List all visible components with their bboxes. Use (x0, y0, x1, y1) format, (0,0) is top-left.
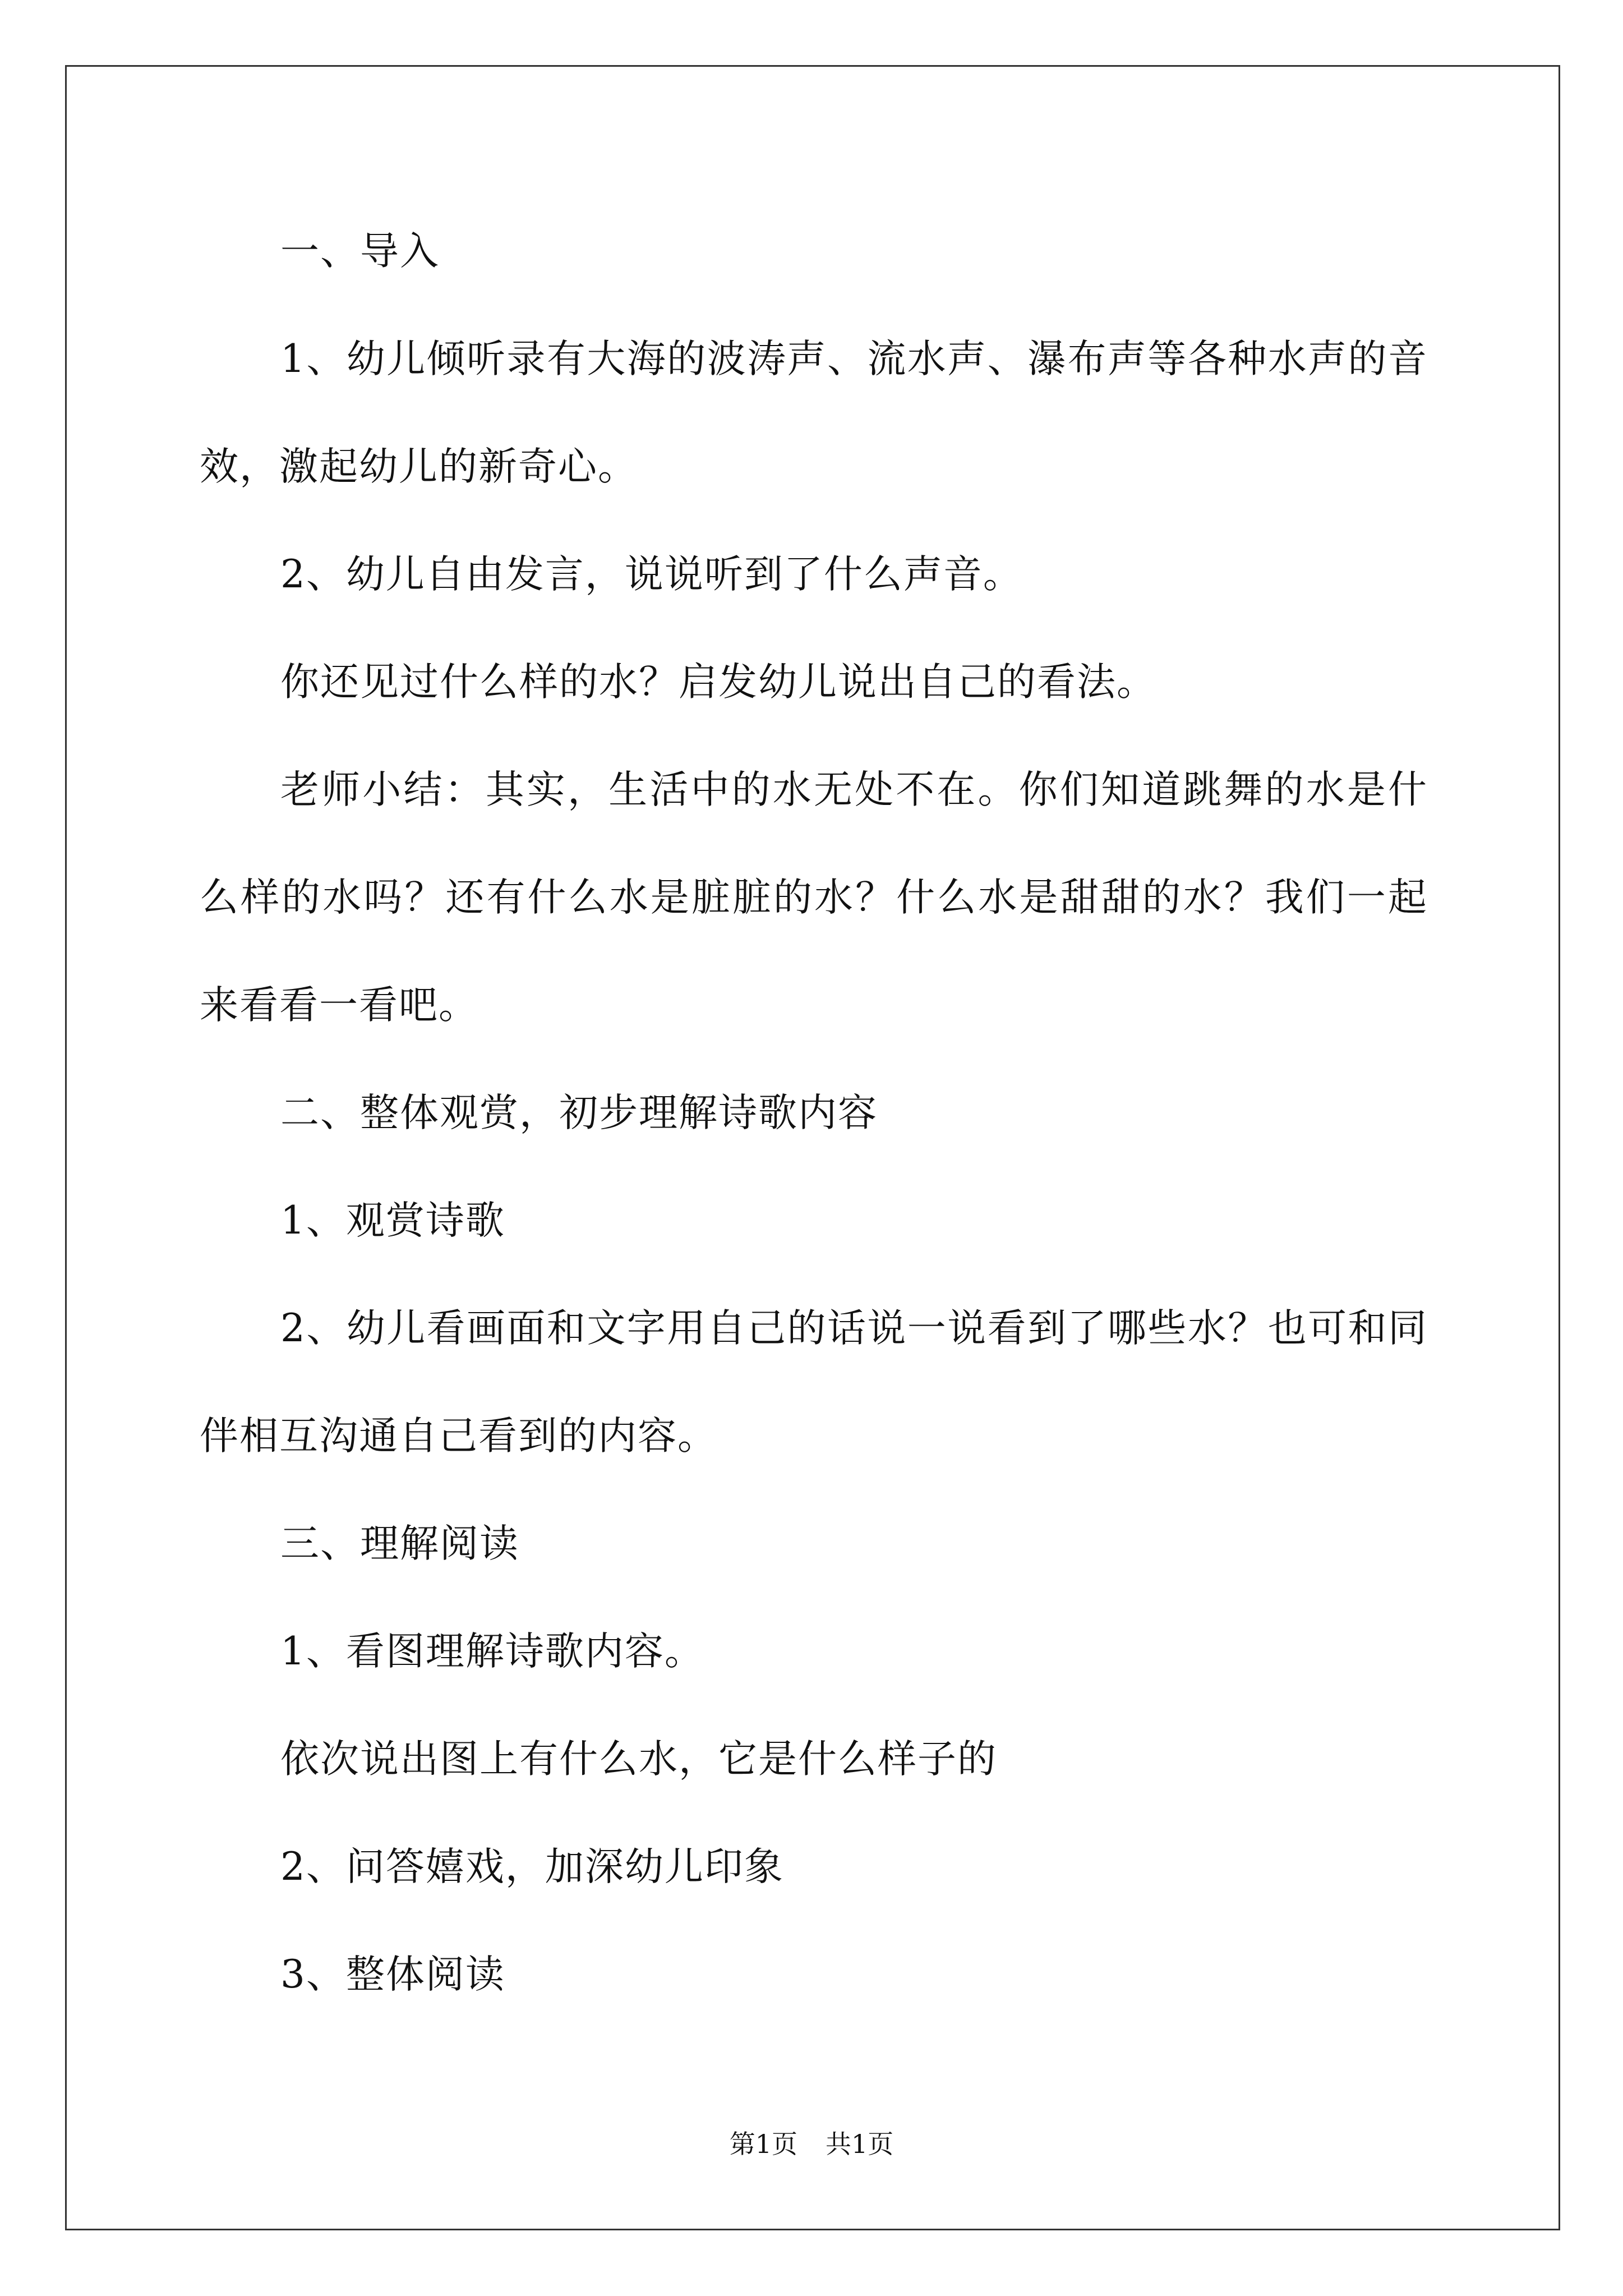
paragraph-line: 3、整体阅读 (280, 1952, 505, 1997)
paragraph-line: 么样的水吗？还有什么水是脏脏的水？什么水是甜甜的水？我们一起 (200, 875, 1428, 920)
page-number: 第1页 (729, 2129, 797, 2159)
page-footer (0, 2128, 1623, 2160)
page-border (65, 65, 1560, 2230)
paragraph-line: 老师小结：其实，生活中的水无处不在。你们知道跳舞的水是什 (280, 767, 1428, 812)
paragraph-line: 1、看图理解诗歌内容。 (280, 1629, 704, 1674)
section-heading-reading: 三、理解阅读 (280, 1521, 519, 1566)
section-heading-intro: 一、导入 (280, 229, 440, 274)
paragraph-line: 效，激起幼儿的新奇心。 (200, 444, 638, 489)
paragraph-line: 你还见过什么样的水？启发幼儿说出自己的看法。 (280, 660, 1156, 705)
paragraph-line: 2、问答嬉戏，加深幼儿印象 (280, 1844, 784, 1889)
paragraph-line: 伴相互沟通自己看到的内容。 (200, 1414, 717, 1458)
paragraph-line: 2、幼儿自由发言，说说听到了什么声音。 (280, 552, 1023, 597)
page-total: 共1页 (826, 2129, 894, 2159)
paragraph-line: 1、幼儿倾听录有大海的波涛声、流水声、瀑布声等各种水声的音 (280, 337, 1428, 381)
paragraph-line: 来看看一看吧。 (200, 983, 478, 1028)
paragraph-line: 1、观赏诗歌 (280, 1198, 505, 1243)
section-heading-appreciation: 二、整体观赏，初步理解诗歌内容 (280, 1091, 878, 1135)
paragraph-line: 2、幼儿看画面和文字用自己的话说一说看到了哪些水？也可和同 (280, 1306, 1428, 1351)
paragraph-line: 依次说出图上有什么水，它是什么样子的 (280, 1737, 997, 1782)
